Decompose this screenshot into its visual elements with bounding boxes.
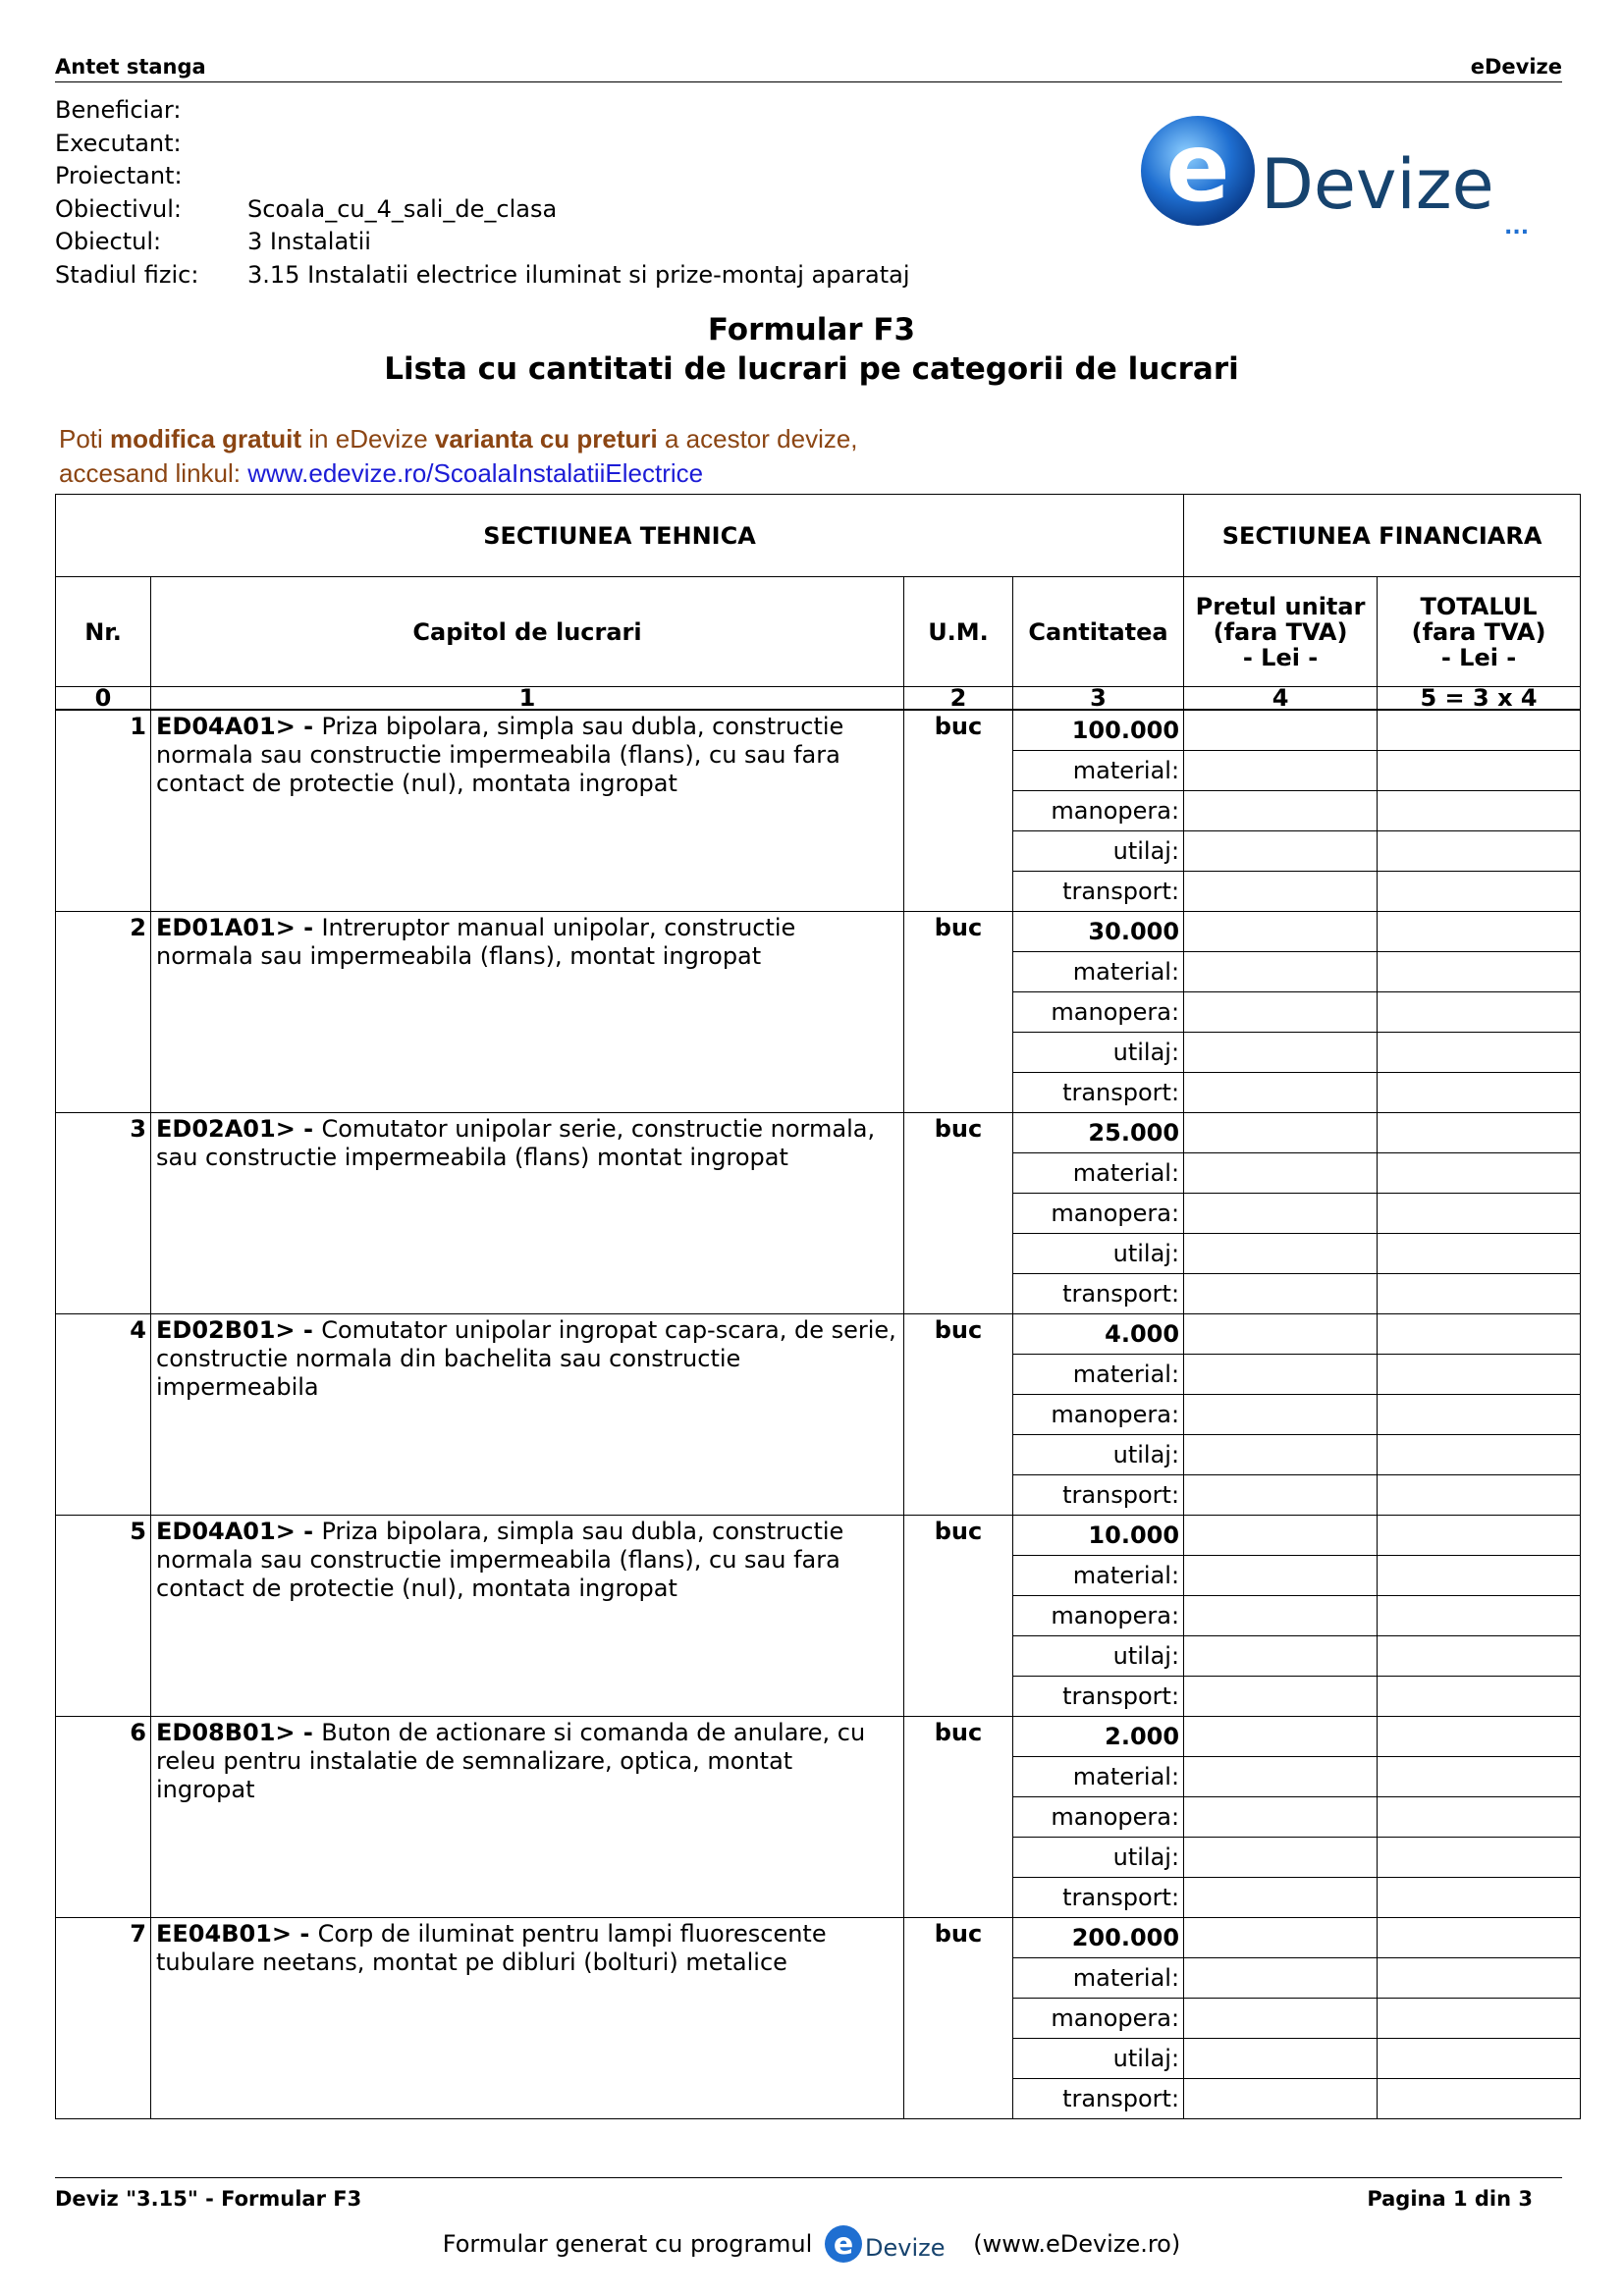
item-unit-price — [1184, 710, 1378, 751]
item-description — [151, 1113, 904, 1314]
item-description — [151, 710, 904, 912]
item-nr: 2 — [56, 912, 151, 1113]
item-total — [1378, 1918, 1581, 1958]
item-nr: 7 — [56, 1918, 151, 2119]
cost-total — [1378, 1999, 1581, 2039]
cost-unit-price — [1184, 1999, 1378, 2039]
item-nr: 1 — [56, 710, 151, 912]
cost-label: transport: — [1013, 1677, 1184, 1717]
cost-total — [1378, 1234, 1581, 1274]
item-unit-price — [1184, 1717, 1378, 1757]
cost-label: utilaj: — [1013, 831, 1184, 872]
info-row-executant — [55, 128, 910, 161]
item-unit-price — [1184, 912, 1378, 952]
item-um: buc — [904, 1113, 1013, 1314]
item-unit-price — [1184, 1113, 1378, 1153]
item-row — [56, 1918, 1581, 1958]
cost-label: material: — [1013, 751, 1184, 791]
info-label: Executant: — [55, 129, 182, 157]
cost-total — [1378, 1757, 1581, 1797]
logo-e: e — [1165, 113, 1230, 223]
cost-label: manopera: — [1013, 1395, 1184, 1435]
cost-label: utilaj: — [1013, 1435, 1184, 1475]
cost-total — [1378, 1797, 1581, 1838]
cost-total — [1378, 1194, 1581, 1234]
item-um: buc — [904, 1918, 1013, 2119]
item-quantity: 4.000 — [1013, 1314, 1184, 1355]
cost-total — [1378, 1435, 1581, 1475]
col-um: U.M. — [904, 577, 1013, 687]
generated-text: Formular generat cu programul — [442, 2230, 813, 2258]
cost-unit-price — [1184, 1636, 1378, 1677]
cost-unit-price — [1184, 1677, 1378, 1717]
info-value: 3.15 Instalatii electrice iluminat si prize-montaj aparataj — [247, 260, 910, 289]
cost-unit-price — [1184, 791, 1378, 831]
item-desc-text: Comutator unipolar serie, constructie normala, sau constructie impermeabila (flans) montat ingropat — [156, 1115, 876, 1171]
item-total — [1378, 1516, 1581, 1556]
item-row — [56, 1113, 1581, 1153]
item-total — [1378, 912, 1581, 952]
item-um: buc — [904, 1516, 1013, 1717]
col-index: 1 — [151, 687, 904, 711]
footer-left: Deviz "3.15" - Formular F3 — [55, 2187, 362, 2211]
item-nr: 5 — [56, 1516, 151, 1717]
item-row — [56, 1314, 1581, 1355]
item-code: ED04A01> - — [156, 713, 322, 740]
cost-label: transport: — [1013, 2079, 1184, 2119]
cost-label: transport: — [1013, 1073, 1184, 1113]
generated-url: (www.eDevize.ro) — [973, 2230, 1181, 2258]
item-row — [56, 1717, 1581, 1757]
cost-label: manopera: — [1013, 1797, 1184, 1838]
item-row — [56, 1516, 1581, 1556]
cost-label: manopera: — [1013, 1999, 1184, 2039]
cost-label: material: — [1013, 952, 1184, 992]
item-nr: 3 — [56, 1113, 151, 1314]
cost-total — [1378, 872, 1581, 912]
cost-total — [1378, 1958, 1581, 1999]
item-total — [1378, 1314, 1581, 1355]
col-index: 3 — [1013, 687, 1184, 711]
col-total — [1378, 577, 1581, 687]
cost-total — [1378, 1596, 1581, 1636]
cost-label: material: — [1013, 1556, 1184, 1596]
quantities-table — [55, 494, 1581, 2119]
cost-label: transport: — [1013, 872, 1184, 912]
col-index: 2 — [904, 687, 1013, 711]
col-total-line: TOTALUL — [1420, 592, 1538, 620]
cost-unit-price — [1184, 1073, 1378, 1113]
cost-label: manopera: — [1013, 791, 1184, 831]
item-desc-text: Priza bipolara, simpla sau dubla, constructie normala sau constructie impermeabila (flans), cu sau fara contact de protectie (nul), montata ingropat — [156, 1518, 844, 1602]
cost-unit-price — [1184, 2039, 1378, 2079]
item-um: buc — [904, 1717, 1013, 1918]
cost-total — [1378, 1677, 1581, 1717]
cost-unit-price — [1184, 1757, 1378, 1797]
cost-unit-price — [1184, 872, 1378, 912]
item-code: EE04B01> - — [156, 1920, 318, 1948]
item-desc-text: Buton de actionare si comanda de anulare, cu releu pentru instalatie de semnalizare, optica, montat ingropat — [156, 1719, 866, 1803]
item-desc-text: Comutator unipolar ingropat cap-scara, de serie, constructie normala din bachelita sau constructie impermeabila — [156, 1316, 896, 1401]
cost-unit-price — [1184, 1556, 1378, 1596]
cost-total — [1378, 791, 1581, 831]
col-index: 4 — [1184, 687, 1378, 711]
logo-text: Devize — [1261, 144, 1494, 225]
cost-label: material: — [1013, 1355, 1184, 1395]
cost-label: manopera: — [1013, 1596, 1184, 1636]
promo-p5: a acestor devize, — [657, 424, 858, 454]
cost-label: utilaj: — [1013, 2039, 1184, 2079]
edevize-small-logo — [824, 2223, 961, 2265]
item-code: ED04A01> - — [156, 1518, 322, 1545]
item-nr: 6 — [56, 1717, 151, 1918]
header-right: eDevize — [1470, 55, 1562, 79]
cost-label: transport: — [1013, 1878, 1184, 1918]
item-quantity: 200.000 — [1013, 1918, 1184, 1958]
item-code: ED02A01> - — [156, 1115, 322, 1143]
section-tehnica: SECTIUNEA TEHNICA — [56, 495, 1184, 577]
cost-label: material: — [1013, 1153, 1184, 1194]
info-label: Obiectul: — [55, 228, 162, 255]
item-desc-text: Corp de iluminat pentru lampi fluorescente tubulare neetans, montat pe dibluri (bolturi) metalice — [156, 1920, 827, 1976]
item-description — [151, 1516, 904, 1717]
info-value: Scoala_cu_4_sali_de_clasa — [247, 194, 558, 223]
item-description — [151, 912, 904, 1113]
col-nr: Nr. — [56, 577, 151, 687]
header-divider — [55, 81, 1562, 82]
item-quantity: 10.000 — [1013, 1516, 1184, 1556]
cost-label: manopera: — [1013, 1194, 1184, 1234]
promo-link[interactable]: www.edevize.ro/ScoalaInstalatiiElectrice — [247, 458, 704, 488]
generated-by — [0, 2223, 1623, 2265]
small-logo-text: Devize — [865, 2234, 946, 2262]
cost-total — [1378, 2039, 1581, 2079]
info-label: Obiectivul: — [55, 194, 182, 223]
item-um: buc — [904, 1314, 1013, 1516]
info-label: Proiectant: — [55, 162, 183, 189]
item-total — [1378, 710, 1581, 751]
form-subtitle: Lista cu cantitati de lucrari pe categorii de lucrari — [384, 351, 1239, 387]
promo-p4: varianta cu preturi — [434, 424, 658, 454]
column-index-row — [56, 687, 1581, 711]
header-left: Antet stanga — [55, 55, 206, 79]
cost-unit-price — [1184, 751, 1378, 791]
column-header-row — [56, 577, 1581, 687]
item-total — [1378, 1113, 1581, 1153]
col-capitol: Capitol de lucrari — [151, 577, 904, 687]
item-unit-price — [1184, 1918, 1378, 1958]
section-financiara: SECTIUNEA FINANCIARA — [1184, 495, 1581, 577]
footer-right: Pagina 1 din 3 — [1367, 2187, 1533, 2211]
item-description — [151, 1717, 904, 1918]
col-index: 0 — [56, 687, 151, 711]
info-label: Beneficiar: — [55, 96, 182, 124]
cost-unit-price — [1184, 2079, 1378, 2119]
cost-total — [1378, 952, 1581, 992]
project-info — [55, 94, 910, 292]
info-row-obiectivul — [55, 193, 910, 227]
cost-label: utilaj: — [1013, 1636, 1184, 1677]
cost-unit-price — [1184, 952, 1378, 992]
item-code: ED08B01> - — [156, 1719, 322, 1746]
cost-total — [1378, 1636, 1581, 1677]
col-pret-line: - Lei - — [1242, 643, 1319, 671]
cost-total — [1378, 1033, 1581, 1073]
info-row-obiectul — [55, 226, 910, 259]
item-nr: 4 — [56, 1314, 151, 1516]
cost-unit-price — [1184, 1153, 1378, 1194]
cost-total — [1378, 992, 1581, 1033]
item-description — [151, 1314, 904, 1516]
cost-total — [1378, 2079, 1581, 2119]
col-total-line: - Lei - — [1440, 643, 1517, 671]
col-pret-unitar — [1184, 577, 1378, 687]
info-row-proiectant — [55, 160, 910, 193]
cost-unit-price — [1184, 1234, 1378, 1274]
promo-text — [59, 422, 858, 491]
cost-unit-price — [1184, 1475, 1378, 1516]
item-row — [56, 710, 1581, 751]
promo-p2: modifica gratuit — [110, 424, 302, 454]
cost-total — [1378, 831, 1581, 872]
cost-unit-price — [1184, 1596, 1378, 1636]
item-quantity: 30.000 — [1013, 912, 1184, 952]
cost-unit-price — [1184, 1797, 1378, 1838]
cost-unit-price — [1184, 831, 1378, 872]
item-um: buc — [904, 710, 1013, 912]
cost-total — [1378, 1556, 1581, 1596]
cost-total — [1378, 1274, 1581, 1314]
col-cantitatea: Cantitatea — [1013, 577, 1184, 687]
cost-unit-price — [1184, 1395, 1378, 1435]
cost-total — [1378, 1153, 1581, 1194]
item-desc-text: Intreruptor manual unipolar, constructie normala sau impermeabila (flans), montat ingropat — [156, 914, 796, 970]
cost-total — [1378, 1838, 1581, 1878]
item-desc-text: Priza bipolara, simpla sau dubla, constructie normala sau constructie impermeabila (flans), cu sau fara contact de protectie (nul), montata ingropat — [156, 713, 844, 797]
item-unit-price — [1184, 1516, 1378, 1556]
info-row-beneficiar — [55, 94, 910, 128]
item-row — [56, 912, 1581, 952]
cost-total — [1378, 751, 1581, 791]
cost-label: utilaj: — [1013, 1838, 1184, 1878]
cost-unit-price — [1184, 1958, 1378, 1999]
cost-unit-price — [1184, 1435, 1378, 1475]
cost-label: manopera: — [1013, 992, 1184, 1033]
info-label: Stadiul fizic: — [55, 260, 199, 289]
item-description — [151, 1918, 904, 2119]
cost-unit-price — [1184, 1838, 1378, 1878]
cost-total — [1378, 1073, 1581, 1113]
item-quantity: 25.000 — [1013, 1113, 1184, 1153]
small-logo-e: e — [834, 2227, 854, 2262]
cost-unit-price — [1184, 1194, 1378, 1234]
edevize-logo — [1137, 110, 1569, 236]
cost-label: material: — [1013, 1958, 1184, 1999]
cost-label: transport: — [1013, 1274, 1184, 1314]
col-pret-line: (fara TVA) — [1213, 617, 1348, 646]
footer-divider — [55, 2177, 1562, 2178]
promo-p3: in eDevize — [301, 424, 435, 454]
item-code: ED02B01> - — [156, 1316, 322, 1344]
col-pret-line: Pretul unitar — [1195, 592, 1366, 620]
cost-label: utilaj: — [1013, 1033, 1184, 1073]
section-header-row — [56, 495, 1581, 577]
cost-unit-price — [1184, 1878, 1378, 1918]
cost-unit-price — [1184, 1274, 1378, 1314]
col-total-line: (fara TVA) — [1411, 617, 1546, 646]
cost-unit-price — [1184, 1033, 1378, 1073]
cost-unit-price — [1184, 1355, 1378, 1395]
promo-p1: Poti — [59, 424, 111, 454]
info-row-stadiul — [55, 259, 910, 293]
item-code: ED01A01> - — [156, 914, 322, 941]
item-total — [1378, 1717, 1581, 1757]
cost-total — [1378, 1878, 1581, 1918]
item-quantity: 100.000 — [1013, 710, 1184, 751]
item-unit-price — [1184, 1314, 1378, 1355]
cost-label: utilaj: — [1013, 1234, 1184, 1274]
cost-total — [1378, 1395, 1581, 1435]
form-title: Formular F3 — [707, 312, 916, 347]
cost-total — [1378, 1475, 1581, 1516]
cost-unit-price — [1184, 992, 1378, 1033]
cost-label: material: — [1013, 1757, 1184, 1797]
item-um: buc — [904, 912, 1013, 1113]
promo-p6: accesand linkul: — [59, 458, 248, 488]
info-value: 3 Instalatii — [247, 228, 371, 255]
cost-label: transport: — [1013, 1475, 1184, 1516]
col-index: 5 = 3 x 4 — [1378, 687, 1581, 711]
logo-dots: ... — [1504, 215, 1530, 236]
item-quantity: 2.000 — [1013, 1717, 1184, 1757]
cost-total — [1378, 1355, 1581, 1395]
